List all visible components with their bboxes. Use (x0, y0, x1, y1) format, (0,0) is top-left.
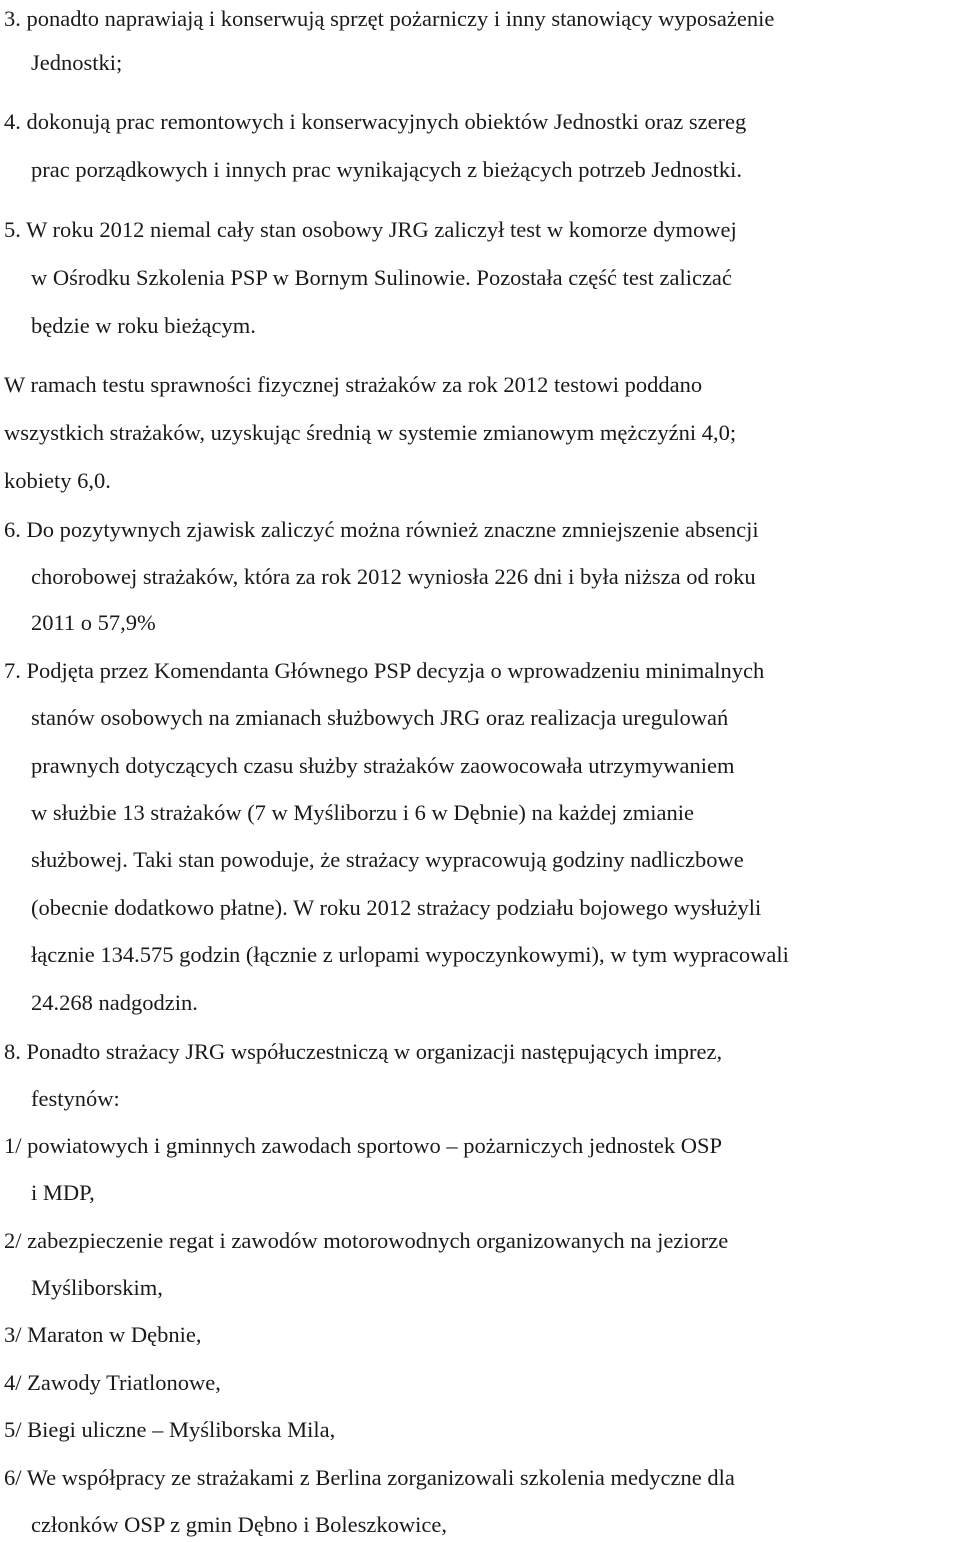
item-7-line-5: służbowej. Taki stan powoduje, że strażacy wypracowują godziny nadliczbowe (31, 847, 744, 872)
event-1-line-1: 1/ powiatowych i gminnych zawodach sportowo – pożarniczych jednostek OSP (4, 1133, 722, 1158)
item-4-line-1: 4. dokonują prac remontowych i konserwacyjnych obiektów Jednostki oraz szereg (4, 109, 747, 134)
event-5-line: 5/ Biegi uliczne – Myśliborska Mila, (4, 1417, 336, 1442)
item-5-line-3: będzie w roku bieżącym. (31, 313, 256, 338)
item-3-line-2: Jednostki; (31, 50, 123, 75)
item-7-line-7: łącznie 134.575 godzin (łącznie z urlopami wypoczynkowymi), w tym wypracowali (31, 942, 789, 967)
item-8-line-1: 8. Ponadto strażacy JRG współuczestniczą w organizacji następujących imprez, (4, 1039, 723, 1064)
event-6-line-1: 6/ We współpracy ze strażakami z Berlina zorganizowali szkolenia medyczne dla (4, 1465, 735, 1490)
event-1-line-2: i MDP, (31, 1180, 95, 1205)
item-6-line-2: chorobowej strażaków, która za rok 2012 wyniosła 226 dni i była niższa od roku (31, 564, 756, 589)
item-5-line-1: 5. W roku 2012 niemal cały stan osobowy JRG zaliczył test w komorze dymowej (4, 217, 737, 242)
event-3-line: 3/ Maraton w Dębnie, (4, 1322, 202, 1347)
event-2-line-2: Myśliborskim, (31, 1275, 163, 1300)
item-8-line-2: festynów: (31, 1086, 120, 1111)
paragraph-line-2: wszystkich strażaków, uzyskując średnią w systemie zmianowym mężczyźni 4,0; (4, 420, 737, 445)
paragraph-line-1: W ramach testu sprawności fizycznej strażaków za rok 2012 testowi poddano (4, 372, 703, 397)
event-4-line: 4/ Zawody Triatlonowe, (4, 1370, 221, 1395)
event-2-line-1: 2/ zabezpieczenie regat i zawodów motorowodnych organizowanych na jeziorze (4, 1228, 729, 1253)
item-7-line-2: stanów osobowych na zmianach służbowych JRG oraz realizacja uregulowań (31, 705, 729, 730)
event-6-line-2: członków OSP z gmin Dębno i Boleszkowice, (31, 1512, 447, 1537)
item-3-line-1: 3. ponadto naprawiają i konserwują sprzęt pożarniczy i inny stanowiący wyposażenie (4, 6, 775, 31)
item-5-line-2: w Ośrodku Szkolenia PSP w Bornym Sulinowie. Pozostała część test zaliczać (31, 265, 732, 290)
item-6-line-1: 6. Do pozytywnych zjawisk zaliczyć można również znaczne zmniejszenie absencji (4, 517, 759, 542)
item-4-line-2: prac porządkowych i innych prac wynikających z bieżących potrzeb Jednostki. (31, 157, 742, 182)
item-7-line-4: w służbie 13 strażaków (7 w Myśliborzu i 6 w Dębnie) na każdej zmianie (31, 800, 694, 825)
item-7-line-3: prawnych dotyczących czasu służby strażaków zaowocowała utrzymywaniem (31, 753, 735, 778)
item-7-line-6: (obecnie dodatkowo płatne). W roku 2012 strażacy podziału bojowego wysłużyli (31, 895, 762, 920)
item-7-line-8: 24.268 nadgodzin. (31, 990, 198, 1015)
item-7-line-1: 7. Podjęta przez Komendanta Głównego PSP decyzja o wprowadzeniu minimalnych (4, 658, 765, 683)
paragraph-line-3: kobiety 6,0. (4, 468, 111, 493)
item-6-line-3: 2011 o 57,9% (31, 610, 156, 635)
